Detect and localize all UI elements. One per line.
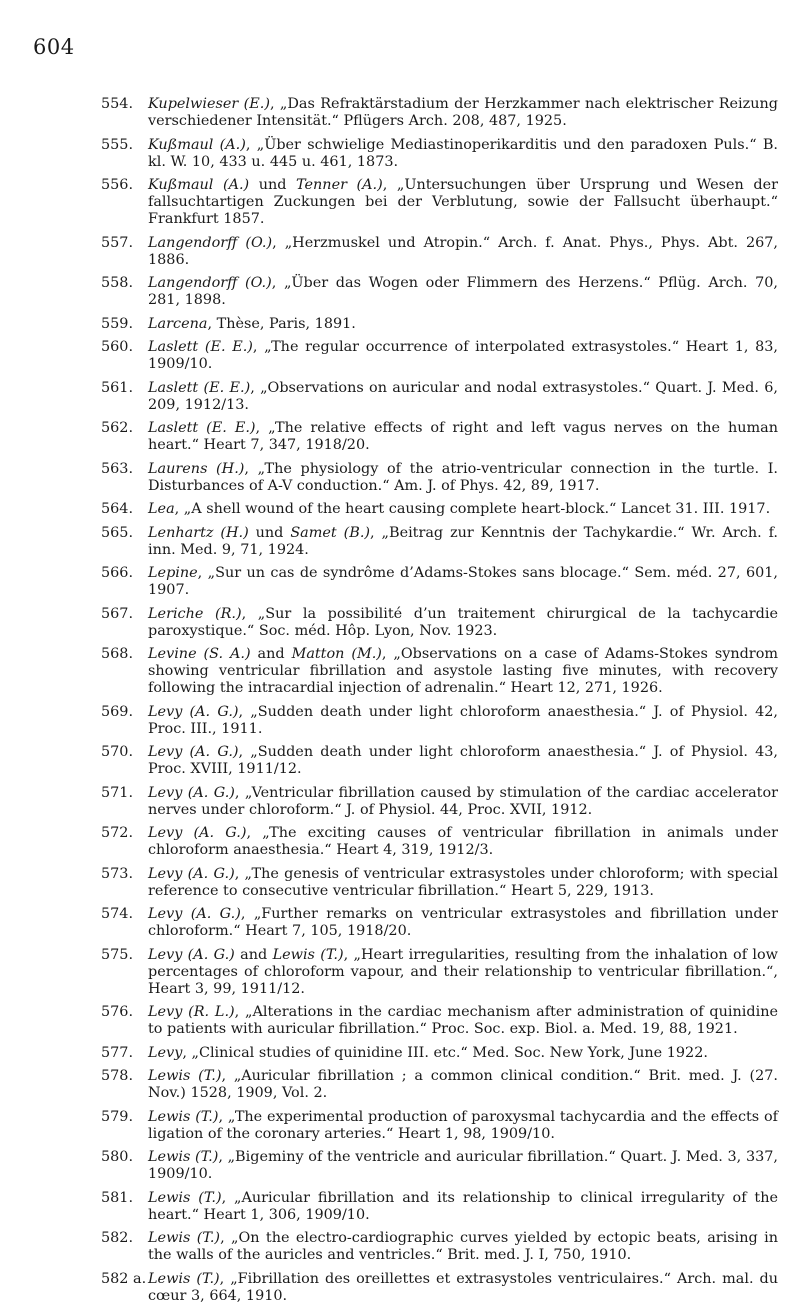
- author-name: Kußmaul (A.): [148, 177, 250, 193]
- entry-text: [148, 525, 778, 558]
- entry-text: [148, 947, 778, 997]
- citation-text: , „Further remarks on ventricular extrasystoles and fibrillation under chloroform.“ Heart 7, 105, 1918/20.: [148, 906, 778, 939]
- entry-text: [148, 96, 778, 129]
- bibliography-entry: [0, 744, 800, 778]
- author-name: Kußmaul (A.): [148, 136, 246, 153]
- entry-number: 566.: [101, 565, 134, 581]
- entry-number: 561.: [101, 379, 134, 396]
- bibliography-entry: [0, 947, 800, 998]
- bibliography-entry: [0, 1068, 800, 1102]
- entry-number: 569.: [101, 703, 134, 720]
- entry-text: [148, 177, 778, 227]
- author-name: Lenhartz (H.): [148, 524, 249, 541]
- bibliography-entry: [0, 501, 800, 518]
- author-name: Samet (B.): [290, 524, 371, 541]
- entry-text: [148, 137, 778, 170]
- bibliography-entry: [0, 420, 800, 454]
- citation-text: und: [249, 177, 297, 193]
- author-name: Levy (A. G.): [148, 703, 239, 720]
- bibliography-list: [0, 96, 800, 1311]
- author-name: Levy (A. G.): [148, 784, 235, 801]
- entry-number: 575.: [101, 946, 134, 963]
- entry-number: 564.: [101, 501, 134, 517]
- author-name: Levy (A. G.): [148, 906, 241, 922]
- bibliography-entry: [0, 1149, 800, 1183]
- entry-number: 578.: [101, 1068, 134, 1084]
- entry-number: 558.: [101, 275, 134, 291]
- bibliography-entry: [0, 96, 800, 130]
- author-name: Levine (S. A.): [148, 646, 251, 662]
- entry-text: [148, 1109, 778, 1142]
- author-name: Levy (A. G.): [148, 825, 247, 841]
- entry-text: [148, 275, 778, 308]
- author-name: Leriche (R.): [148, 605, 242, 622]
- author-name: Laslett (E. E.): [148, 420, 256, 436]
- entry-text: [148, 461, 778, 494]
- citation-text: , „The experimental production of paroxysmal tachycardia and the effects of ligation of the coronary arteries.“ Heart 1, 98, 1909/10.: [148, 1108, 778, 1142]
- entry-number: 582 a.: [101, 1270, 147, 1287]
- author-name: Lewis (T.): [148, 1230, 221, 1246]
- bibliography-entry: [0, 235, 800, 269]
- bibliography-entry: [0, 606, 800, 640]
- entry-text: [148, 420, 778, 453]
- citation-text: , „Beitrag zur Kenntnis der Tachykardie.“ Wr. Arch. f. inn. Med. 9, 71, 1924.: [148, 524, 778, 558]
- entry-number: 579.: [101, 1108, 134, 1125]
- page-number: 604: [33, 35, 75, 59]
- bibliography-entry: [0, 177, 800, 228]
- entry-number: 572.: [101, 825, 134, 841]
- entry-text: [148, 316, 356, 332]
- citation-text: , „Über schwielige Mediastinoperikarditis und den paradoxen Puls.“ B. kl. W. 10, 433 u. 445 u. 461, 1873.: [148, 136, 779, 170]
- entry-text: [148, 906, 778, 939]
- citation-text: , „Alterations in the cardiac mechanism after administration of quinidine to patients with auricular fibrillation.“ Proc. Soc. exp. Biol. a. Med. 19, 88, 1921.: [148, 1004, 778, 1037]
- author-name: Lewis (T.): [148, 1068, 222, 1084]
- entry-text: [148, 1190, 778, 1223]
- entry-number: 562.: [101, 420, 134, 436]
- bibliography-entry: [0, 461, 800, 495]
- citation-text: , „Über das Wogen oder Flimmern des Herzens.“ Pflüg. Arch. 70, 281, 1898.: [148, 275, 779, 308]
- bibliography-entry: [0, 380, 800, 414]
- bibliography-entry: [0, 275, 800, 309]
- citation-text: , „Auricular fibrillation ; a common clinical condition.“ Brit. med. J. (27. Nov.) 1528, 1909, Vol. 2.: [148, 1068, 778, 1101]
- bibliography-entry: [0, 1271, 800, 1305]
- author-name: Lea: [148, 501, 175, 517]
- bibliography-entry: [0, 1230, 800, 1264]
- bibliography-entry: [0, 785, 800, 819]
- author-name: Levy (A. G.): [148, 744, 239, 760]
- author-name: Lewis (T.): [272, 946, 344, 963]
- author-name: Levy (R. L.): [148, 1004, 235, 1020]
- author-name: Matton (M.): [291, 646, 382, 662]
- author-name: Tenner (A.): [296, 177, 383, 193]
- author-name: Lepine: [148, 565, 198, 581]
- bibliography-entry: [0, 565, 800, 599]
- entry-text: [148, 1045, 708, 1061]
- bibliography-entry: [0, 1045, 800, 1062]
- citation-text: , „Bigeminy of the ventricle and auricular fibrillation.“ Quart. J. Med. 3, 337, 1909/10.: [148, 1149, 778, 1182]
- citation-text: , „Sudden death under light chloroform anaesthesia.“ J. of Physiol. 43, Proc. XVIII, 1911/12.: [148, 744, 779, 777]
- bibliography-entry: [0, 906, 800, 940]
- entry-text: [148, 704, 778, 737]
- citation-text: , „A shell wound of the heart causing complete heart-block.“ Lancet 31. III. 1917.: [174, 501, 771, 517]
- entry-text: [148, 744, 778, 777]
- citation-text: , „Fibrillation des oreillettes et extrasystoles ventriculaires.“ Arch. mal. du cœur 3, 664, 1910.: [148, 1270, 778, 1304]
- entry-number: 570.: [101, 744, 134, 760]
- citation-text: , „The regular occurrence of interpolated extrasystoles.“ Heart 1, 83, 1909/10.: [148, 339, 778, 372]
- bibliography-entry: [0, 646, 800, 697]
- author-name: Lewis (T.): [148, 1270, 220, 1287]
- citation-text: and: [234, 946, 273, 963]
- citation-text: , „Auricular fibrillation and its relationship to clinical irregularity of the heart.“ Heart 1, 306, 1909/10.: [148, 1189, 778, 1223]
- citation-text: , Thèse, Paris, 1891.: [207, 315, 356, 332]
- bibliography-entry: [0, 866, 800, 900]
- entry-text: [148, 646, 778, 696]
- citation-text: , „Das Refraktärstadium der Herzkammer nach elektrischer Reizung verschiedener Intensität.“ Pflügers Arch. 208, 487, 1925.: [148, 96, 778, 129]
- citation-text: , „Observations on a case of Adams-Stokes syndrom showing ventricular fibrillation and asystole lasting five minutes, with recovery following the intracardial injection of adrenalin.“ Heart 12, 271, 1926.: [148, 646, 778, 696]
- citation-text: , „Ventricular fibrillation caused by stimulation of the cardiac accelerator nerves under chloroform.“ J. of Physiol. 44, Proc. XVII, 1912.: [148, 784, 778, 818]
- bibliography-entry: [0, 1004, 800, 1038]
- entry-text: [148, 606, 778, 639]
- author-name: Levy (A. G.): [148, 946, 235, 963]
- bibliography-entry: [0, 704, 800, 738]
- bibliography-entry: [0, 525, 800, 559]
- entry-number: 574.: [101, 906, 134, 922]
- citation-text: , „The genesis of ventricular extrasystoles under chloroform; with special reference to consecutive ventricular fibrillation.“ Heart 5, 229, 1913.: [148, 865, 779, 899]
- author-name: Lewis (T.): [148, 1189, 222, 1206]
- bibliography-entry: [0, 1109, 800, 1143]
- entry-text: [148, 1271, 778, 1304]
- author-name: Laslett (E. E.): [148, 379, 251, 396]
- bibliography-entry: [0, 339, 800, 373]
- entry-number: 557.: [101, 234, 134, 251]
- entry-number: 567.: [101, 605, 134, 622]
- entry-text: [148, 866, 778, 899]
- author-name: Kupelwieser (E.): [148, 96, 270, 112]
- entry-text: [148, 825, 778, 858]
- citation-text: , „Clinical studies of quinidine III. etc.“ Med. Soc. New York, June 1922.: [182, 1044, 708, 1061]
- citation-text: , „Sur un cas de syndrôme d’Adams-Stokes sans blocage.“ Sem. méd. 27, 601, 1907.: [148, 565, 778, 598]
- bibliography-entry: [0, 316, 800, 333]
- entry-number: 563.: [101, 460, 134, 477]
- citation-text: , „The relative effects of right and left vagus nerves on the human heart.“ Heart 7, 347, 1918/20.: [148, 420, 778, 453]
- author-name: Laurens (H.): [148, 460, 245, 477]
- author-name: Langendorff (O.): [148, 275, 272, 291]
- entry-number: 568.: [101, 646, 134, 662]
- author-name: Laslett (E. E.): [148, 339, 253, 355]
- entry-number: 576.: [101, 1004, 134, 1020]
- citation-text: , „The exciting causes of ventricular fibrillation in animals under chloroform anaesthesia.“ Heart 4, 319, 1912/3.: [148, 825, 778, 858]
- entry-number: 580.: [101, 1149, 134, 1165]
- citation-text: , „Untersuchungen über Ursprung und Wesen der fallsuchtartigen Zuckungen bei der Verblutung, sowie der Fallsucht überhaupt.“ Frankfurt 1857.: [148, 177, 778, 227]
- author-name: Lewis (T.): [148, 1108, 219, 1125]
- citation-text: , „Sudden death under light chloroform anaesthesia.“ J. of Physiol. 42, Proc. III., 1911.: [148, 703, 779, 737]
- entry-number: 560.: [101, 339, 134, 355]
- entry-text: [148, 565, 778, 598]
- entry-text: [148, 785, 778, 818]
- entry-number: 565.: [101, 524, 134, 541]
- entry-number: 582.: [101, 1230, 134, 1246]
- citation-text: and: [250, 646, 292, 662]
- bibliography-entry: [0, 137, 800, 171]
- entry-text: [148, 1149, 778, 1182]
- entry-number: 577.: [101, 1044, 134, 1061]
- citation-text: , „Sur la possibilité d’un traitement chirurgical de la tachycardie paroxystique.“ Soc. méd. Hôp. Lyon, Nov. 1923.: [148, 605, 778, 639]
- entry-text: [148, 1230, 778, 1263]
- author-name: Langendorff (O.): [148, 234, 273, 251]
- citation-text: , „Herzmuskel und Atropin.“ Arch. f. Anat. Phys., Phys. Abt. 267, 1886.: [148, 234, 778, 268]
- author-name: Levy (A. G.): [148, 865, 235, 882]
- entry-text: [148, 380, 778, 413]
- citation-text: , „Observations on auricular and nodal extrasystoles.“ Quart. J. Med. 6, 209, 1912/13.: [148, 379, 778, 413]
- entry-text: [148, 1068, 778, 1101]
- citation-text: , „On the electro-cardiographic curves yielded by ectopic beats, arising in the walls of the auricles and ventricles.“ Brit. med. J. I, 750, 1910.: [148, 1230, 778, 1263]
- entry-text: [148, 339, 778, 372]
- author-name: Larcena: [148, 315, 208, 332]
- author-name: Levy: [148, 1044, 183, 1061]
- entry-number: 581.: [101, 1189, 134, 1206]
- citation-text: , „Heart irregularities, resulting from the inhalation of low percentages of chloroform vapour, and their relationship to ventricular fibrillation.“, Heart 3, 99, 1911/12.: [148, 946, 778, 997]
- entry-number: 573.: [101, 865, 134, 882]
- entry-text: [148, 501, 770, 517]
- entry-text: [148, 235, 778, 268]
- bibliography-entry: [0, 825, 800, 859]
- entry-number: 571.: [101, 784, 134, 801]
- entry-text: [148, 1004, 778, 1037]
- entry-number: 554.: [101, 96, 134, 112]
- bibliography-entry: [0, 1190, 800, 1224]
- entry-number: 555.: [101, 136, 134, 153]
- entry-number: 559.: [101, 315, 134, 332]
- citation-text: , „The physiology of the atrio-ventricular connection in the turtle. I. Disturbances of A-V conduction.“ Am. J. of Phys. 42, 89, 1917.: [148, 460, 778, 494]
- entry-number: 556.: [101, 177, 134, 193]
- citation-text: und: [248, 524, 291, 541]
- author-name: Lewis (T.): [148, 1149, 219, 1165]
